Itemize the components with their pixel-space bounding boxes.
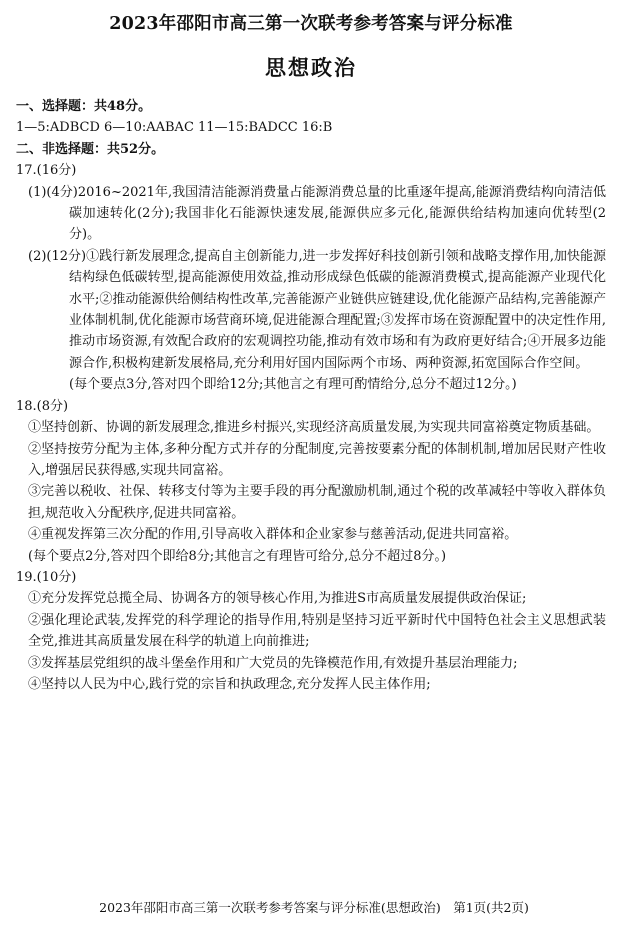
page-footer: 2023年邵阳市高三第一次联考参考答案与评分标准(思想政治) 第1页(共2页) [99, 900, 529, 915]
q19-point-4: ④坚持以人民为中心,践行党的宗旨和执政理念,充分发挥人民主体作用; [28, 676, 431, 692]
answer-body [16, 96, 606, 695]
q18-scoring-note: (每个要点2分,答对四个即给8分;其他言之有理皆可给分,总分不超过8分。) [28, 548, 447, 564]
q17-title: 17.(16分) [16, 163, 77, 179]
q19-point-2: ②强化理论武装,发挥党的科学理论的指导作用,特别是坚持习近平新时代中国特色社会主义思想武装全党,推进其高质量发展在科学的轨道上向前推进; [28, 612, 606, 650]
q19-point-1: ①充分发挥党总揽全局、协调各方的领导核心作用,为推进S市高质量发展提供政治保证; [28, 591, 527, 607]
subject-title: 思想政治 [265, 55, 357, 80]
q18-point-4: ④重视发挥第三次分配的作用,引导高收入群体和企业家参与慈善活动,促进共同富裕。 [28, 527, 518, 543]
choice-answers: 1—5:ADBCD 6—10:AABAC 11—15:BADCC 16:B [16, 120, 333, 136]
section2-heading: 二、非选择题：共52分。 [16, 141, 165, 157]
q17-part2: (2)(12分)①践行新发展理念,提高自主创新能力,进一步发挥好科技创新引领和战略支撑作用,加快能源结构绿色低碳转型,提高能源使用效益,推动形成绿色低碳的能源消费模式,提高能源产业现代化水平;②推动能源供给侧结构性改革,完善能源产业链供应链建设,优化能源产品结构,完善能源产业体制机制,优化能源市场营商环境,促进能源合理配置;③发挥市场在资源配置中的决定性作用,推动市场资源,有效配合政府的宏观调控功能,推动有效市场和有为政府更好结合;④开展多边能源合作,积极构建新发展格局,充分利用好国内国际两个市场、两种资源,拓宽国际合作空间。 [28, 248, 606, 371]
q18-title: 18.(8分) [16, 398, 69, 414]
q18-point-3: ③完善以税收、社保、转移支付等为主要手段的再分配激励机制,通过个税的改革减轻中等收入群体负担,规范收入分配秩序,促进共同富裕。 [28, 484, 606, 521]
q18-point-2: ②坚持按劳分配为主体,多种分配方式并存的分配制度,完善按要素分配的体制机制,增加居民财产性收入,增强居民获得感,实现共同富裕。 [28, 441, 606, 478]
q17-part1: (1)(4分)2016~2021年,我国清洁能源消费量占能源消费总量的比重逐年提高,能源消费结构向清洁低碳加速转化(2分);我国非化石能源快速发展,能源供应多元化,能源供给结构加速向优转型(2分)。 [28, 184, 606, 243]
q17-scoring-note: (每个要点3分,答对四个即给12分;其他言之有理可酌情给分,总分不超过12分。) [69, 377, 517, 393]
q19-point-3: ③发挥基层党组织的战斗堡垒作用和广大党员的先锋模范作用,有效提升基层治理能力; [28, 655, 518, 671]
section1-heading: 一、选择题：共48分。 [16, 99, 152, 114]
q18-point-1: ①坚持创新、协调的新发展理念,推进乡村振兴,实现经济高质量发展,为实现共同富裕奠定物质基础。 [28, 420, 600, 436]
document-title: 2023年邵阳市高三第一次联考参考答案与评分标准 [109, 14, 513, 34]
q19-title: 19.(10分) [16, 569, 77, 585]
